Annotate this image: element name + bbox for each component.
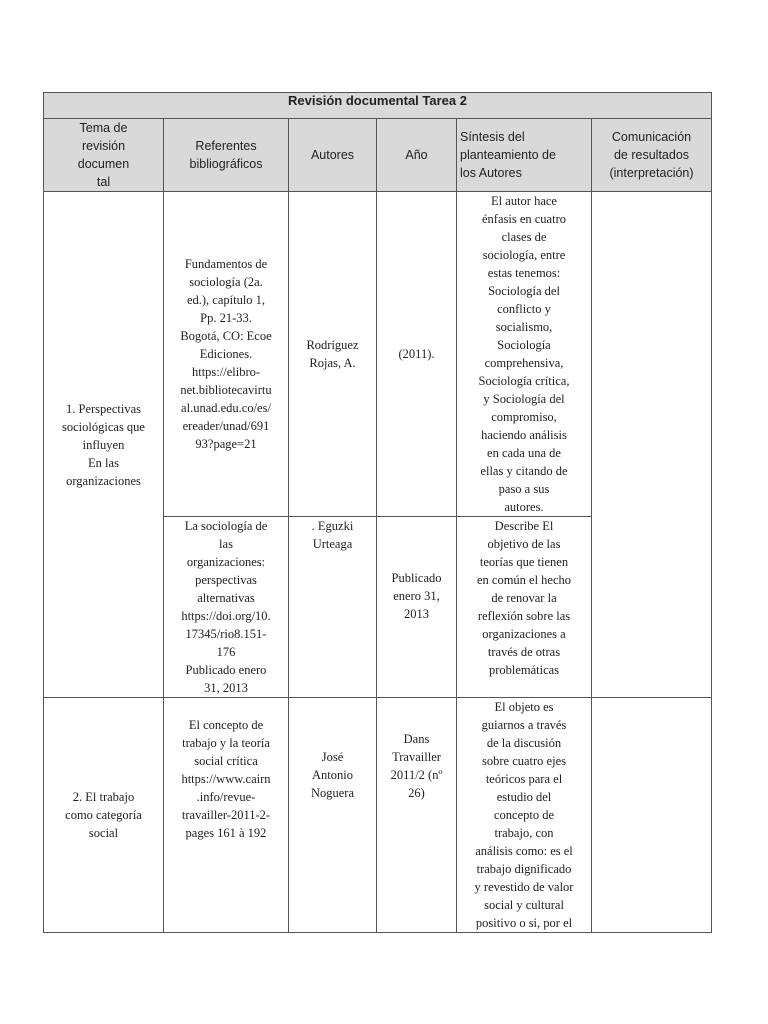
sintesis-cell: El autor hace énfasis en cuatro clases de sociología, entre estas tenemos: Sociología del conflicto y socialismo, Sociología comprehensiva, Sociología crítica, y Sociología del compromiso, haciendo análisis en cada una de ellas y citando de paso a sus autores. [457,192,592,517]
anio-cell: Publicado enero 31, 2013 [377,517,457,698]
header-tema: Tema de revisión documen tal [44,119,164,192]
autores-cell: José Antonio Noguera [289,698,377,933]
comunicacion-cell [592,192,712,698]
table-row [44,698,712,933]
table-title-row [44,93,712,119]
table-header-row [44,119,712,192]
tema-cell: 1. Perspectivas sociológicas que influyen En las organizaciones [44,192,164,698]
review-table [43,92,712,933]
autores-cell: Rodríguez Rojas, A. [289,192,377,517]
table-title: Revisión documental Tarea 2 [44,93,712,119]
autores-cell: . Eguzki Urteaga [289,517,377,698]
comunicacion-cell [592,698,712,933]
header-autores: Autores [289,119,377,192]
anio-cell: (2011). [377,192,457,517]
tema-cell: 2. El trabajo como categoría social [44,698,164,933]
referente-cell: La sociología de las organizaciones: perspectivas alternativas https://doi.org/10. 17345/rio8.151- 176 Publicado enero 31, 2013 [164,517,289,698]
header-sintesis: Síntesis del planteamiento de los Autores [457,119,592,192]
referente-cell: Fundamentos de sociología (2a. ed.), capítulo 1, Pp. 21-33. Bogotá, CO: Ecoe Ediciones. https://elibro- net.bibliotecavirtu al.unad.edu.co/es/ ereader/unad/691 93?page=21 [164,192,289,517]
document-page [43,92,711,933]
sintesis-cell: Describe El objetivo de las teorías que tienen en común el hecho de renovar la reflexión sobre las organizaciones a través de otras problemáticas [457,517,592,698]
header-comunicacion: Comunicación de resultados (interpretación) [592,119,712,192]
header-referentes: Referentes bibliográficos [164,119,289,192]
table-row [44,192,712,517]
sintesis-cell: El objeto es guiarnos a través de la discusión sobre cuatro ejes teóricos para el estudio del concepto de trabajo, con análisis como: es el trabajo dignificado y revestido de valor social y cultural positivo o si, por el [457,698,592,933]
anio-cell: Dans Travailler 2011/2 (nº 26) [377,698,457,933]
referente-cell: El concepto de trabajo y la teoría social crítica https://www.cairn .info/revue- travailler-2011-2- pages 161 à 192 [164,698,289,933]
header-anio: Año [377,119,457,192]
